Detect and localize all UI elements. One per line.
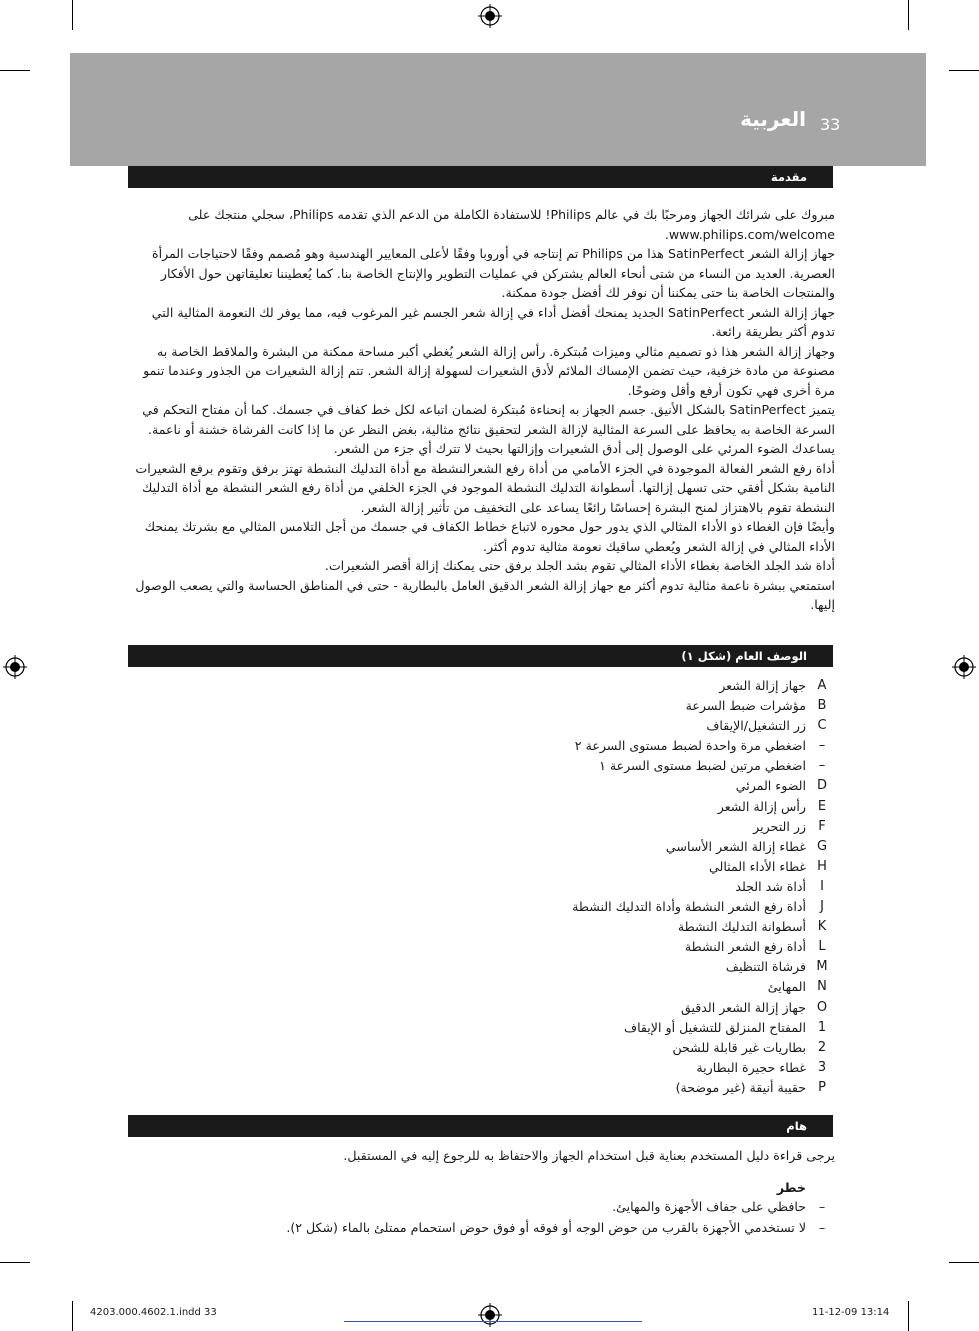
bullet-text: حافظي على جفاف الأجهزة والمهايئ.	[612, 1199, 806, 1214]
registration-mark-icon	[952, 655, 976, 679]
list-item	[540, 1038, 838, 1058]
crop-mark	[72, 0, 73, 30]
list-item	[540, 756, 838, 776]
list-item	[540, 897, 838, 917]
list-key: N	[817, 979, 827, 995]
list-label: حقيبة أنيقة (غير موضحة)	[675, 1079, 806, 1095]
list-item	[540, 937, 838, 957]
list-label: أداة رفع الشعر النشطة	[684, 939, 806, 955]
intro-paragraph: مبروك على شرائك الجهاز ومرحبًا بك في عالم Philips! للاستفادة الكاملة من الدعم الذي تقدمه Philips، سجلي منتجك على www.philips.com/welcome.	[188, 207, 835, 242]
intro-paragraph: يتميز SatinPerfect بالشكل الأنيق. جسم الجهاز به إنحناءة مُبتكرة لضمان اتباعه لكل خط كفاف في جسمك. كما أن مفتاح التحكم في السرعة الخاصة به يحافظ على السرعة المثالية لإزالة الشعر لتحقيق نتائج مثالية، بغض النظر عن ما إذا كانت الفرشاة خشنة أو ناعمة. يساعدك الضوء المرئي على الوصول إلى أدق الشعيرات وإزالتها بحيث لا تترك أي جزء من الشعر.	[142, 402, 835, 456]
list-label: فرشاة التنظيف	[725, 959, 806, 975]
list-key: I	[820, 878, 824, 894]
intro-paragraph: أداة رفع الشعر الفعالة الموجودة في الجزء الأمامي من أداة رفع الشعرالنشطة مع أداة التدليك النشطة تهتز برفق وتقوم برفع الشعيرات النامية بشكل أفقي حتى تسهل إزالتها. أسطوانة التدليك النشطة الموجود في الجزء الخلفي من أداة رفع الشعر النشطة مع أداة التدليك النشطة تقوم بالاهتزاز لمنح البشرة إحساسًا رائعًا يساعد على التخفيف من تأثير إزالة الشعر.	[135, 460, 835, 515]
list-item	[540, 1058, 838, 1078]
section-bar-general-description: الوصف العام (شكل ١)	[128, 645, 833, 667]
bullet-item: – لا تستخدمي الأجهزة بالقرب من حوض الوجه أو فوقه أو فوق حوض استحمام ممتلئ بالماء (شكل ٢).	[280, 1217, 838, 1238]
list-label: جهاز إزالة الشعر الدقيق	[680, 999, 806, 1015]
list-item	[540, 1078, 838, 1098]
crop-mark	[949, 70, 979, 71]
list-label: زر التشغيل/الإيقاف	[706, 718, 806, 734]
list-item	[540, 736, 838, 756]
crop-mark	[908, 1301, 909, 1331]
list-item	[540, 676, 838, 696]
list-key: L	[818, 939, 826, 955]
crop-mark	[949, 1262, 979, 1263]
list-item	[540, 857, 838, 877]
list-label: الضوء المرئي	[735, 778, 806, 794]
list-item	[540, 877, 838, 897]
bullet-item: – حافظي على جفاف الأجهزة والمهايئ.	[280, 1196, 838, 1217]
list-item	[540, 977, 838, 997]
danger-heading: خطر	[776, 1180, 806, 1195]
list-key: P	[818, 1079, 826, 1095]
page-number: 33	[820, 115, 841, 134]
list-key: 1	[817, 1019, 827, 1035]
list-label: جهاز إزالة الشعر	[719, 678, 806, 693]
crop-mark	[908, 0, 909, 30]
list-item	[540, 797, 838, 817]
list-item	[540, 776, 838, 796]
list-key: F	[818, 818, 826, 834]
section-bar-important: هام	[128, 1115, 833, 1137]
intro-paragraph: استمتعي ببشرة ناعمة مثالية تدوم أكثر مع جهاز إزالة الشعر الدقيق العامل بالبطارية - حتى في المناطق الحساسة والتي يصعب الوصول إليها.	[135, 577, 835, 612]
parts-list	[540, 676, 838, 1098]
list-key: –	[818, 758, 826, 774]
list-label: أداة شد الجلد	[735, 878, 806, 894]
crop-mark	[0, 1262, 30, 1263]
list-key: B	[817, 698, 827, 714]
list-item	[540, 817, 838, 837]
intro-paragraph: جهاز إزالة الشعر SatinPerfect هذا من Philips تم إنتاجه في أوروبا وفقًا لأعلى المعايير الهندسية وهو مُصمم وفقًا لاحتياجات المرأة العصرية. العديد من النساء من شتى أنحاء العالم يشتركن في عمليات التطوير والإنتاج الخاصة بنا. كما يُعطيننا تعليقاتهن حول الأفكار والمنتجات الخاصة بنا حتى يمكننا أن نوفر لك أفضل جودة ممكنة.	[151, 246, 835, 300]
list-label: مؤشرات ضبط السرعة	[685, 698, 806, 714]
list-key: D	[816, 778, 827, 794]
list-label: اضغطي مرتين لضبط مستوى السرعة ١	[599, 758, 806, 774]
list-key: C	[817, 718, 827, 734]
list-key: O	[816, 999, 828, 1015]
list-key: J	[820, 899, 824, 915]
list-item	[540, 957, 838, 977]
list-item	[540, 917, 838, 937]
list-item	[540, 716, 838, 736]
list-key: G	[816, 838, 828, 854]
registration-mark-icon	[3, 655, 27, 679]
registration-mark-icon	[478, 1303, 502, 1327]
list-key: K	[817, 919, 827, 935]
footer-rule	[344, 1321, 642, 1322]
list-key: –	[818, 738, 826, 754]
intro-paragraph: أداة شد الجلد الخاصة بغطاء الأداء المثالي تقوم بشد الجلد برفق حتى يمكنك إزالة أقصر الشعيرات.	[324, 558, 835, 573]
list-key: 3	[817, 1059, 827, 1075]
crop-mark	[0, 70, 30, 71]
list-item	[540, 837, 838, 857]
list-label: زر التحرير	[753, 818, 806, 834]
intro-paragraph: وجهاز إزالة الشعر هذا ذو تصميم مثالي وميزات مُبتكرة. رأس إزالة الشعر يُغطي أكبر مساحة ممكنة من البشرة والملاقط الخاصة به مصنوعة من مادة خزفية، حيث تضمن الإمساك الملائم لأدق الشعيرات لسهولة إزالة الشعر. تتم إزالة الشعيرات من الجذور وعندما تنمو مرة أخرى فهي تكون أرفع وأقل وضوحًا.	[143, 343, 835, 398]
list-key: A	[817, 678, 827, 693]
danger-bullets	[280, 1196, 838, 1238]
list-label: بطاريات غير قابلة للشحن	[672, 1039, 806, 1055]
crop-mark	[72, 1301, 73, 1331]
list-label: اضغطي مرة واحدة لضبط مستوى السرعة ٢	[574, 738, 806, 754]
list-label: رأس إزالة الشعر	[717, 798, 806, 814]
footer-date: 11-12-09 13:14	[812, 1307, 890, 1318]
bullet-text: لا تستخدمي الأجهزة بالقرب من حوض الوجه أو فوقه أو فوق حوض استحمام ممتلئ بالماء (شكل ٢).	[286, 1220, 806, 1235]
list-key: M	[816, 959, 828, 975]
list-item	[540, 696, 838, 716]
list-item	[540, 998, 838, 1018]
list-label: غطاء حجيرة البطارية	[696, 1059, 806, 1075]
footer-file: 4203.000.4602.1.indd 33	[90, 1307, 217, 1318]
list-key: 2	[817, 1039, 827, 1055]
list-key: H	[817, 858, 827, 874]
language-title: العربية	[740, 107, 806, 131]
intro-paragraph: جهاز إزالة الشعر SatinPerfect الجديد يمنحك أفضل أداء في إزالة شعر الجسم غير المرغوب فيه، مما يوفر لك النعومة المثالية التي تدوم أكثر بطريقة رائعة.	[151, 304, 835, 339]
list-key: E	[817, 798, 827, 814]
intro-paragraph: وأيضًا فإن الغطاء ذو الأداء المثالي الذي يدور حول محوره لاتباع خطاط الكفاف في جسمك من أجل التلامس المثالي مع بشرتك يمنحك الأداء المثالي في إزالة الشعر ويُعطي ساقيك نعومة مثالية تدوم أكثر.	[144, 519, 835, 554]
list-label: المفتاح المنزلق للتشغيل أو الإيقاف	[624, 1019, 806, 1035]
list-label: غطاء الأداء المثالي	[709, 858, 806, 874]
list-item	[540, 1018, 838, 1038]
list-label: غطاء إزالة الشعر الأساسي	[665, 838, 806, 854]
section-bar-intro: مقدمة	[128, 166, 833, 188]
list-label: المهايئ	[767, 979, 806, 995]
list-label: أداة رفع الشعر النشطة وأداة التدليك النشطة	[572, 899, 806, 915]
intro-body	[133, 205, 835, 615]
list-label: أسطوانة التدليك النشطة	[677, 919, 806, 935]
registration-mark-icon	[478, 4, 502, 28]
important-intro: يرجى قراءة دليل المستخدم بعناية قبل استخدام الجهاز والاحتفاظ به للرجوع إليه في المستقبل.	[343, 1148, 835, 1163]
